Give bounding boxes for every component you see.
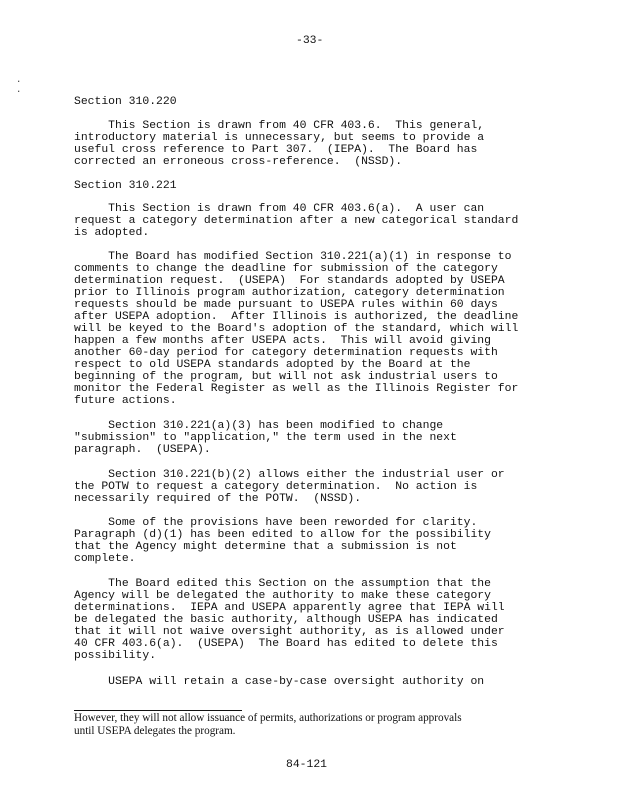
paragraph-310-220-body: This Section is drawn from 40 CFR 403.6. This general, introductory material is unnecessary, but seems to provide a useful cross reference to Part 307. (IEPA). The Board has corrected an erroneous cross-reference. (NSSD). (74, 120, 485, 168)
paragraph-industrial-user: Section 310.221(b)(2) allows either the industrial user or the POTW to request a category determination. No action is necessarily required of the POTW. (NSSD). (74, 469, 505, 505)
paragraph-agency-delegation: The Board edited this Section on the assumption that the Agency will be delegated the authority to make these category determinations. IEPA and USEPA apparently agree that IEPA will be delegated the basic authority, although USEPA has indicated that it will not waive oversight authority, as is allowed under 40 CFR 403.6(a). (USEPA) The Board has edited to delete this possibility. (74, 578, 505, 662)
paragraph-deadline-modification: The Board has modified Section 310.221(a)(1) in response to comments to change the deadline for submission of the category determination request. (USEPA) For standards adopted by USEPA prior to Illinois program authorization, category determination requests should be made pursuant to USEPA rules within 60 days after USEPA adoption. After Illinois is authorized, the deadline will be keyed to the Board's adoption of the standard, which will happen a few months after USEPA acts. This will avoid giving another 60-day period for category determination requests with respect to old USEPA standards adopted by the Board at the beginning of the program, but will not ask industrial users to monitor the Federal Register as well as the Illinois Register for future actions. (74, 251, 519, 407)
paragraph-oversight: USEPA will retain a case-by-case oversight authority on (74, 676, 485, 688)
margin-mark: . (16, 75, 22, 85)
footnote-divider (74, 710, 242, 711)
paragraph-reworded: Some of the provisions have been reworded for clarity. Paragraph (d)(1) has been edited to allow for the possibility that the Agency might determine that a submission is not complete. (74, 517, 491, 565)
paragraph-submission-change: Section 310.221(a)(3) has been modified to change "submission" to "application," the term used in the next paragraph. (USEPA). (74, 420, 457, 456)
margin-mark: . (16, 85, 22, 95)
page-number: -33- (296, 35, 324, 47)
section-heading-310-220: Section 310.220 (74, 96, 177, 108)
footnote: However, they will not allow issuance of permits, authorizations or program approvals until USEPA delegates the program. (74, 712, 462, 737)
page-label: 84-121 (286, 759, 328, 771)
paragraph-310-221-intro: This Section is drawn from 40 CFR 403.6(a). A user can request a category determination after a new categorical standard is adopted. (74, 203, 519, 239)
section-heading-310-221: Section 310.221 (74, 180, 177, 192)
